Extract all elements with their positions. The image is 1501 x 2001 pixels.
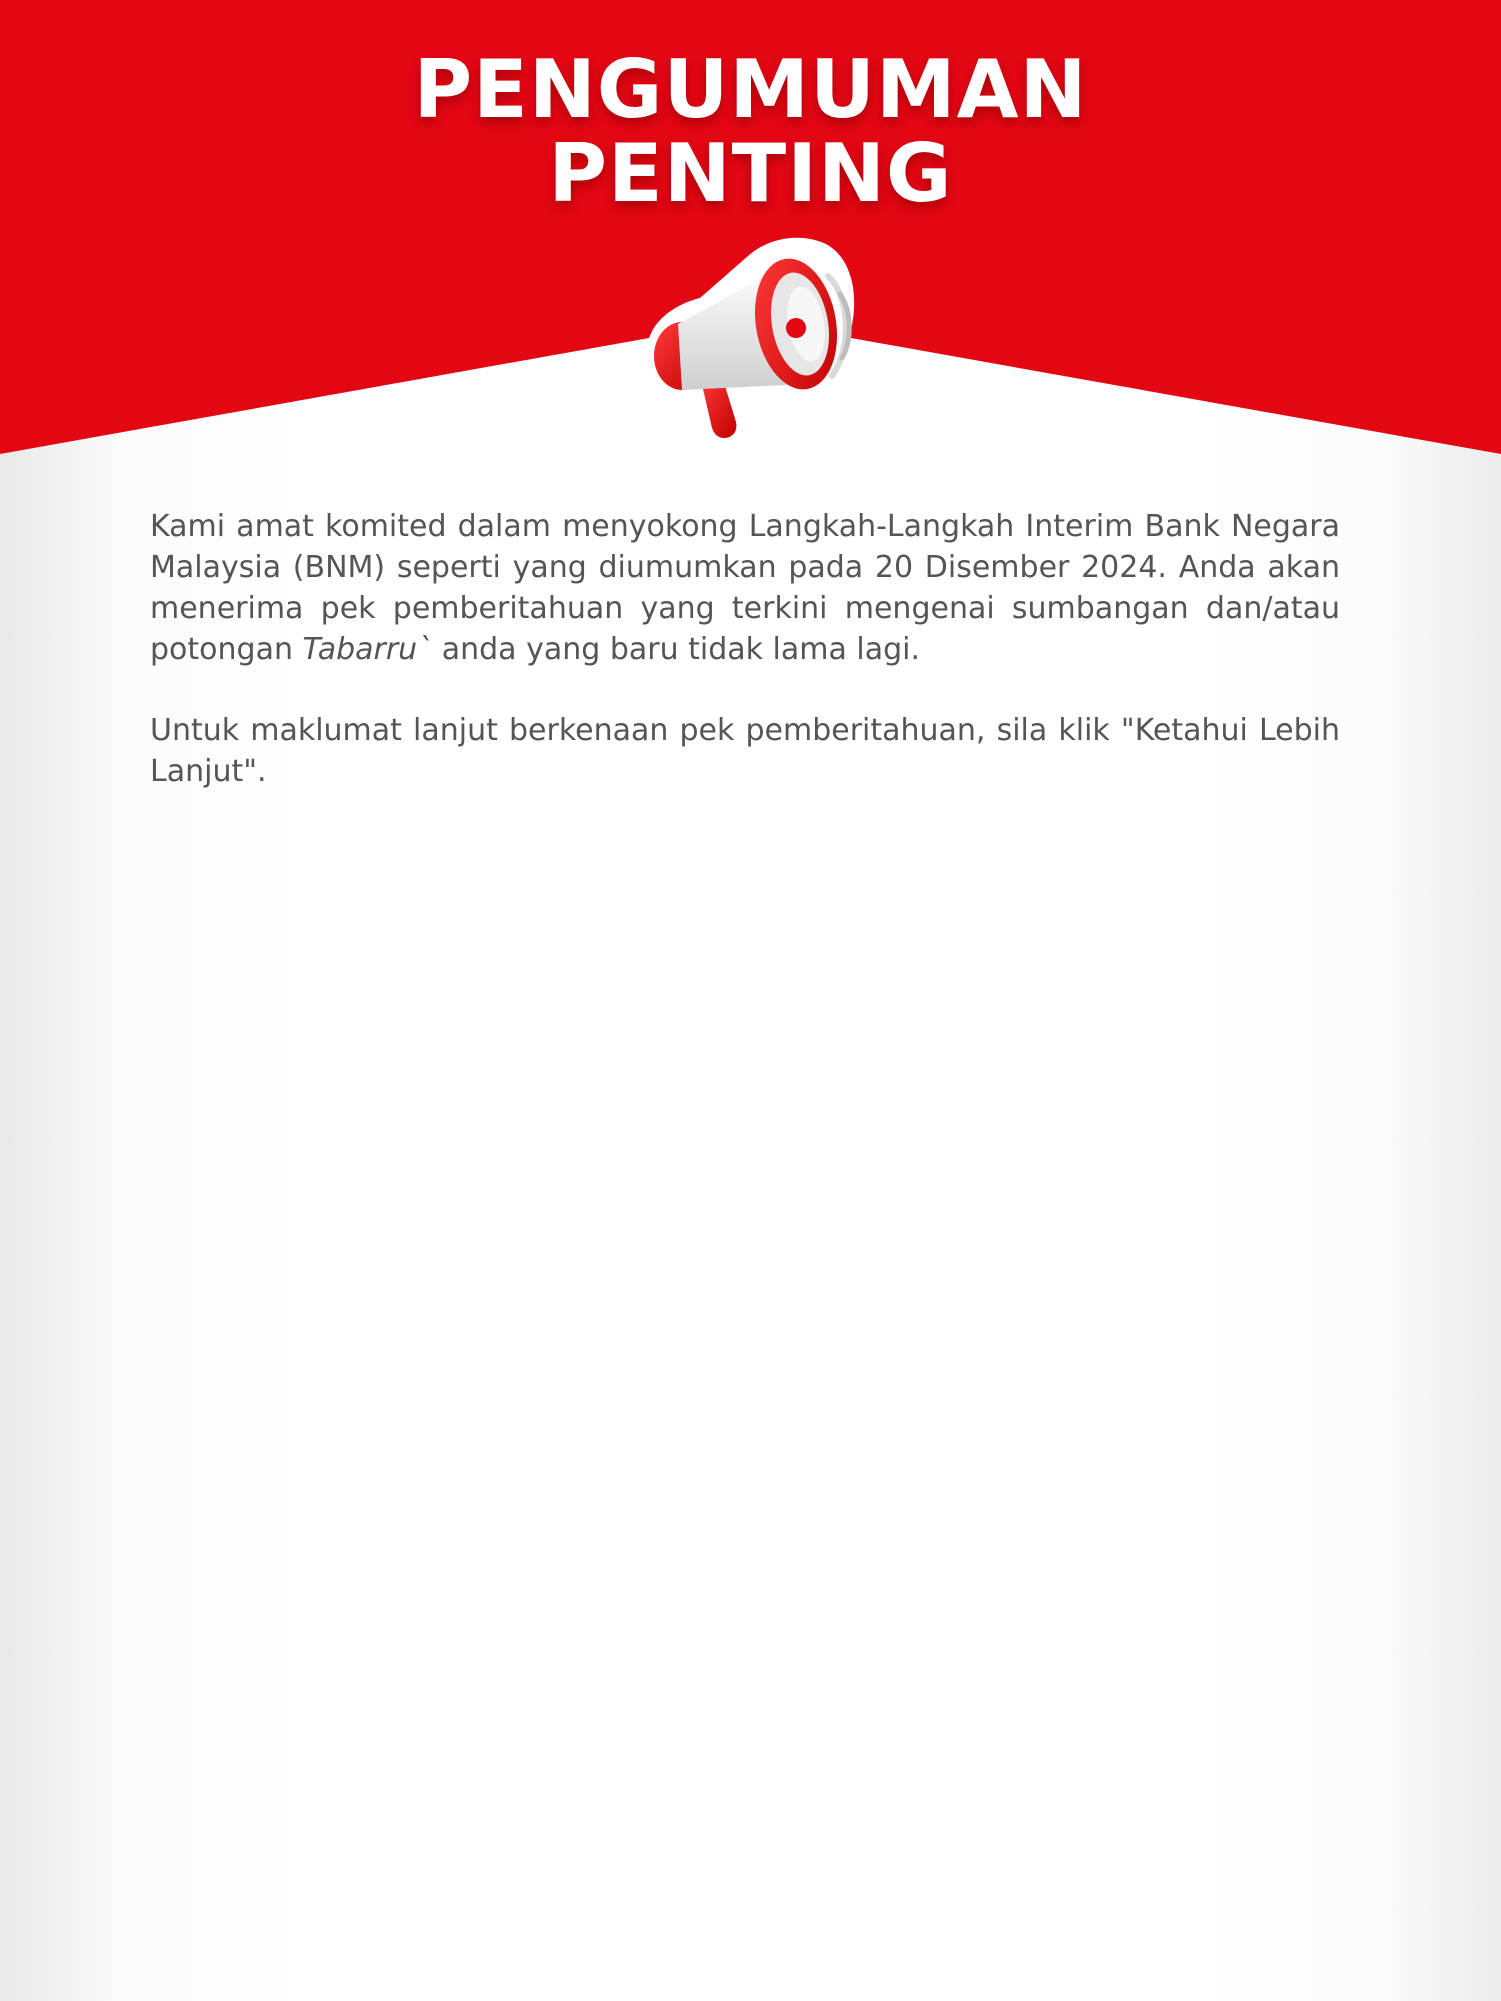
title-line-2: PENTING [548, 127, 953, 220]
announcement-paragraph-2: Untuk maklumat lanjut berkenaan pek pemberitahuan, sila klik "Ketahui Lebih Lanjut". [150, 713, 1340, 789]
paragraph-1-text-start: Kami amat komited dalam menyokong Langkah-Langkah Interim Bank Negara Malaysia (BNM) seperti yang diumumkan pada 20 Disember 2024. Anda akan menerima pek pemberitahuan yang terkini mengenai sumbangan dan/atau potongan [150, 509, 1340, 667]
paragraph-1-text-end: anda yang baru tidak lama lagi. [432, 632, 921, 667]
announcement-body [150, 506, 1340, 832]
megaphone-icon [638, 236, 868, 446]
announcement-paragraph-1 [150, 506, 1340, 670]
page-title [0, 43, 1501, 220]
tabarru-term: Tabarru` [302, 632, 433, 667]
title-line-1: PENGUMUMAN [413, 43, 1088, 136]
